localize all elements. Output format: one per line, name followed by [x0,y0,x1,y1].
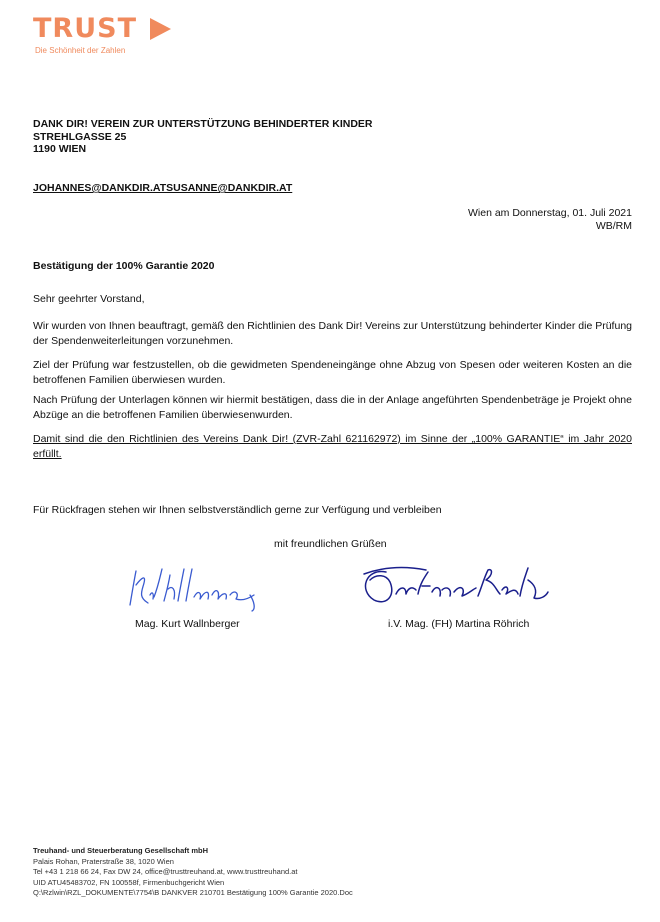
letter-date: Wien am Donnerstag, 01. Juli 2021 [467,207,632,219]
letter-subject: Bestätigung der 100% Garantie 2020 [33,260,215,272]
logo-wordmark: TRUST [33,13,137,44]
recipient-address [33,118,373,156]
footer-company: Treuhand- und Steuerberatung Gesellschaft mbH [33,846,209,855]
salutation: Sehr geehrter Vorstand, [33,293,145,305]
recipient-name: DANK DIR! VEREIN ZUR UNTERSTÜTZUNG BEHINDERTER KINDER [33,118,373,130]
signature-left-name: Mag. Kurt Wallnberger [135,618,240,630]
letter-meta [468,207,632,232]
signature-right [356,560,551,618]
signature-right-name: i.V. Mag. (FH) Martina Röhrich [388,618,530,630]
body-paragraph-4: Damit sind die den Richtlinien des Vereins Dank Dir! (ZVR-Zahl 621162972) im Sinne der „100% GARANTIE“ im Jahr 2020 erfüllt. [33,433,632,460]
body-paragraph-2: Ziel der Prüfung war festzustellen, ob die gewidmeten Spendeneingänge ohne Abzug von Spesen oder weiteren Kosten an die betroffenen Familien überwiesen wurden. [33,359,632,386]
logo-tagline: Die Schönheit der Zahlen [35,46,126,55]
logo-arrow-icon [150,18,171,40]
letter-footer [33,846,353,899]
company-logo [33,14,193,60]
recipient-email: JOHANNES@DANKDIR.ATSUSANNE@DANKDIR.AT [33,182,293,194]
footer-contact: Tel +43 1 218 66 24, Fax DW 24, office@trusttreuhand.at, www.trusttreuhand.at [33,867,298,876]
footer-document-path: Q:\Rzlwin\RZL_DOKUMENTE\7754\B DANKVER 210701 Bestätigung 100% Garantie 2020.Doc [33,888,353,897]
closing-text: Für Rückfragen stehen wir Ihnen selbstverständlich gerne zur Verfügung und verbleiben [33,504,442,516]
body-paragraph-3: Nach Prüfung der Unterlagen können wir hiermit bestätigen, dass die in der Anlage angeführten Spendenbeträge je Projekt ohne Abzüge an die betroffenen Familien überwiesenwurden. [33,394,632,421]
recipient-street: STREHLGASSE 25 [33,130,127,143]
signature-left [120,565,270,615]
body-paragraph-1: Wir wurden von Ihnen beauftragt, gemäß den Richtlinien des Dank Dir! Vereins zur Unterstützung behinderter Kinder die Prüfung der Spendenweiterleitungen vorzunehmen. [33,320,632,347]
recipient-city: 1190 WIEN [33,143,87,155]
footer-address: Palais Rohan, Praterstraße 38, 1020 Wien [33,856,174,866]
footer-registry: UID ATU45483702, FN 100558f, Firmenbuchgericht Wien [33,877,225,887]
closing-greeting: mit freundlichen Grüßen [274,538,387,550]
letter-reference: WB/RM [595,219,632,232]
